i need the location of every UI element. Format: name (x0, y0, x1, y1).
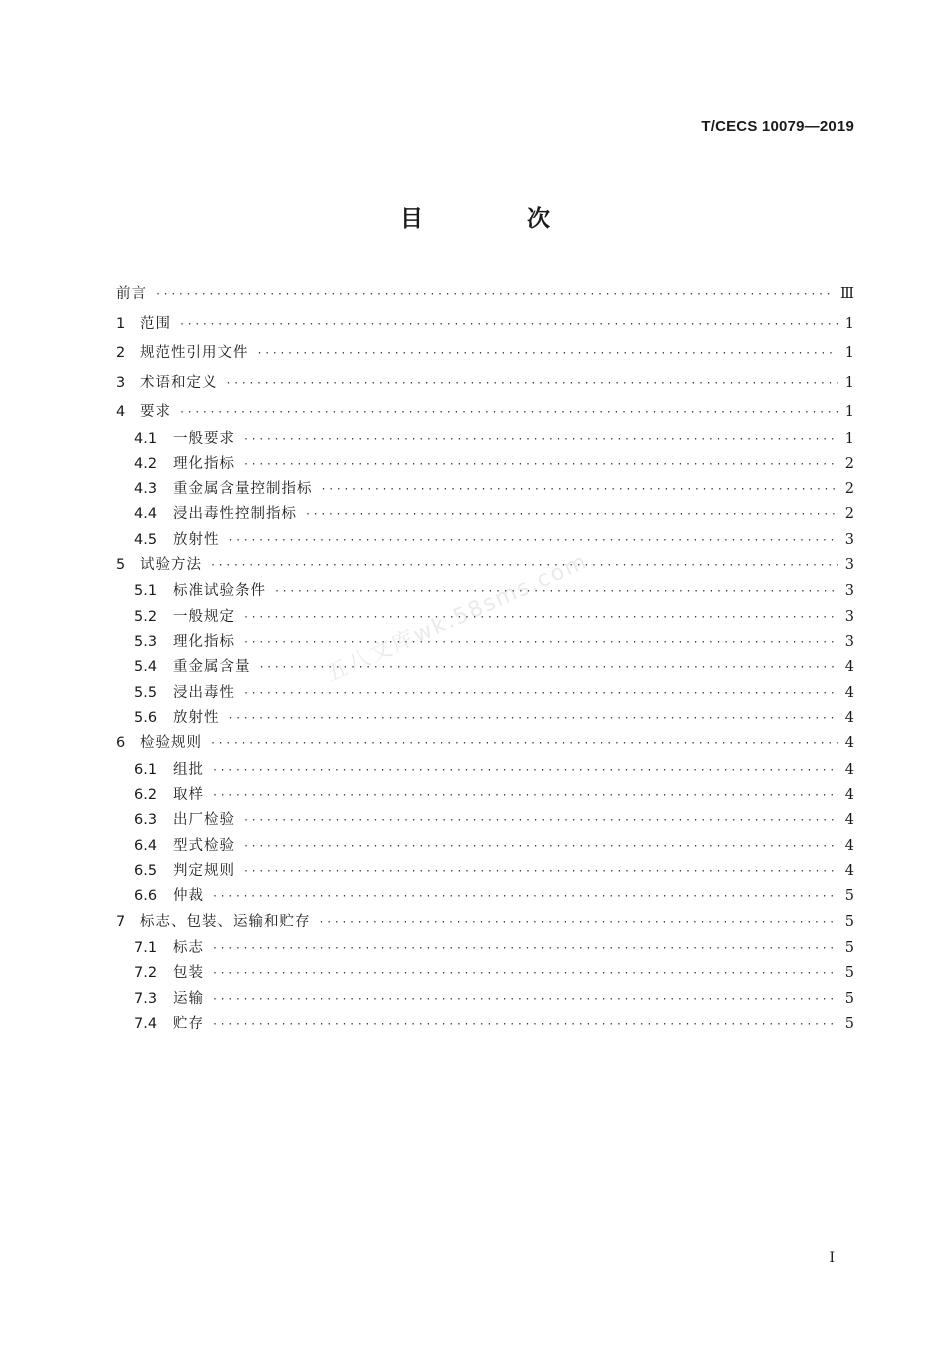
toc-entry-page: 2 (844, 455, 854, 472)
toc-entry-number: 5.2 (134, 608, 158, 625)
toc-entry-page: 5 (844, 888, 854, 905)
toc-entry-number: 4.1 (134, 430, 158, 447)
dot-leader (243, 459, 838, 470)
toc-entry-page: 4 (844, 659, 854, 676)
toc-entry-page: 4 (844, 787, 854, 804)
toc-entry-label: 理化指标 (173, 455, 235, 472)
toc-entry-number: 5.3 (134, 634, 158, 651)
toc-entry-number: 5.4 (134, 659, 158, 676)
toc-entry[interactable] (116, 528, 854, 553)
table-of-contents (116, 282, 854, 1037)
toc-entry-page: 1 (844, 374, 854, 391)
toc-entry-label: 浸出毒性控制指标 (173, 506, 297, 523)
toc-entry-page: 5 (844, 913, 854, 930)
toc-entry-page: 4 (844, 735, 854, 752)
standard-code: T/CECS 10079—2019 (701, 118, 854, 135)
dot-leader (212, 790, 838, 801)
dot-leader (226, 378, 839, 389)
toc-entry[interactable] (116, 731, 854, 761)
toc-entry-page: 3 (844, 634, 854, 651)
toc-entry-label: 一般要求 (173, 430, 235, 447)
toc-entry-number: 4.3 (134, 481, 158, 498)
toc-entry-number: 4.4 (134, 506, 158, 523)
toc-entry-number: 3 (116, 374, 126, 391)
toc-entry-page: 1 (844, 315, 854, 332)
toc-entry-page: 4 (844, 812, 854, 829)
toc-entry[interactable] (116, 859, 854, 884)
toc-entry[interactable] (116, 312, 854, 342)
toc-entry-page: 4 (844, 709, 854, 726)
toc-entry-label: 标准试验条件 (173, 583, 266, 600)
toc-entry-label: 运输 (173, 990, 204, 1007)
toc-entry-label: 前言 (116, 286, 147, 302)
dot-leader (305, 509, 838, 520)
toc-entry-number: 6.4 (134, 837, 158, 854)
toc-entry-page: 3 (844, 556, 854, 573)
dot-leader (319, 917, 839, 928)
dot-leader (179, 319, 838, 330)
toc-entry-page: 5 (844, 965, 854, 982)
toc-entry-number: 6.1 (134, 761, 158, 778)
toc-entry-label: 一般规定 (173, 608, 235, 625)
toc-entry-label: 放射性 (173, 709, 220, 726)
toc-entry-number: 6.6 (134, 888, 158, 905)
dot-leader (228, 713, 839, 724)
toc-entry-number: 5 (116, 556, 126, 573)
toc-entry-number: 7.3 (134, 990, 158, 1007)
dot-leader (228, 535, 839, 546)
toc-entry[interactable] (116, 808, 854, 833)
toc-entry-label: 检验规则 (140, 735, 202, 752)
toc-entry-label: 出厂检验 (173, 812, 235, 829)
dot-leader (243, 688, 838, 699)
toc-entry[interactable] (116, 427, 854, 452)
toc-entry[interactable] (116, 655, 854, 680)
toc-entry-label: 放射性 (173, 531, 220, 548)
toc-entry-number: 6.5 (134, 862, 158, 879)
toc-entry-label: 判定规则 (173, 862, 235, 879)
toc-entry-number: 7.4 (134, 1015, 158, 1032)
dot-leader (212, 994, 838, 1005)
toc-entry[interactable] (116, 758, 854, 783)
toc-entry-page: Ⅲ (840, 286, 854, 302)
dot-leader (321, 484, 839, 495)
toc-entry[interactable] (116, 936, 854, 961)
toc-entry-label: 术语和定义 (140, 374, 218, 391)
toc-entry-number: 4.2 (134, 455, 158, 472)
toc-entry[interactable] (116, 884, 854, 909)
toc-entry-label: 型式检验 (173, 837, 235, 854)
toc-entry-label: 重金属含量控制指标 (173, 481, 313, 498)
dot-leader (243, 841, 838, 852)
toc-entry-label: 贮存 (173, 1015, 204, 1032)
toc-entry[interactable] (116, 630, 854, 655)
toc-entry-number: 7.2 (134, 965, 158, 982)
toc-entry-label: 要求 (140, 404, 171, 420)
toc-entry-label: 组批 (173, 761, 204, 778)
toc-entry-page: 4 (844, 761, 854, 778)
dot-leader (243, 637, 838, 648)
toc-entry-label: 取样 (173, 787, 204, 804)
toc-entry-page: 3 (844, 583, 854, 600)
toc-entry-page: 2 (844, 481, 854, 498)
page-number: I (829, 1250, 835, 1266)
dot-leader (179, 407, 838, 418)
toc-title: 目 次 (399, 206, 598, 232)
toc-entry-label: 范围 (140, 315, 171, 332)
toc-entry-number: 7.1 (134, 940, 158, 957)
toc-entry[interactable] (116, 400, 854, 430)
toc-entry[interactable] (116, 987, 854, 1012)
dot-leader (243, 866, 838, 877)
toc-entry-page: 4 (844, 837, 854, 854)
toc-entry[interactable] (116, 910, 854, 940)
toc-entry-number: 6.2 (134, 787, 158, 804)
toc-entry[interactable] (116, 1012, 854, 1037)
dot-leader (243, 434, 838, 445)
toc-entry-label: 试验方法 (140, 556, 202, 573)
dot-leader (155, 289, 834, 300)
toc-entry-page: 4 (844, 862, 854, 879)
toc-entry-label: 理化指标 (173, 634, 235, 651)
toc-entry-page: 2 (844, 506, 854, 523)
toc-entry-number: 5.6 (134, 709, 158, 726)
toc-entry[interactable] (116, 452, 854, 477)
toc-entry-number: 7 (116, 913, 126, 930)
toc-entry-page: 1 (844, 345, 854, 361)
toc-entry-number: 1 (116, 315, 126, 332)
toc-entry[interactable] (116, 502, 854, 527)
toc-entry[interactable] (116, 477, 854, 502)
toc-entry-page: 5 (844, 990, 854, 1007)
dot-leader (212, 943, 838, 954)
toc-entry[interactable] (116, 371, 854, 401)
toc-entry-number: 5.5 (134, 684, 158, 701)
toc-entry-page: 5 (844, 940, 854, 957)
toc-entry[interactable] (116, 282, 854, 312)
toc-entry[interactable] (116, 834, 854, 859)
toc-entry[interactable] (116, 783, 854, 808)
dot-leader (243, 612, 838, 623)
toc-entry-number: 4 (116, 404, 126, 420)
toc-entry-label: 规范性引用文件 (140, 345, 249, 361)
toc-entry-number: 2 (116, 345, 126, 361)
toc-entry-label: 包装 (173, 965, 204, 982)
dot-leader (212, 891, 838, 902)
watermark: 五八文库wk.58sms.com (322, 549, 592, 688)
toc-entry-page: 3 (844, 531, 854, 548)
dot-leader (257, 348, 839, 359)
toc-entry-label: 仲裁 (173, 888, 204, 905)
toc-entry[interactable] (116, 681, 854, 706)
toc-entry-page: 3 (844, 608, 854, 625)
toc-entry-label: 标志 (173, 940, 204, 957)
toc-entry-label: 标志、包装、运输和贮存 (140, 913, 311, 930)
toc-entry-label: 浸出毒性 (173, 684, 235, 701)
dot-leader (212, 765, 838, 776)
toc-entry-number: 6.3 (134, 812, 158, 829)
dot-leader (212, 968, 838, 979)
toc-entry-page: 4 (844, 684, 854, 701)
toc-entry-number: 5.1 (134, 583, 158, 600)
toc-entry-label: 重金属含量 (173, 659, 251, 676)
toc-entry-page: 1 (844, 404, 854, 420)
dot-leader (212, 1019, 838, 1030)
toc-entry[interactable] (116, 961, 854, 986)
dot-leader (210, 738, 838, 749)
toc-entry-page: 5 (844, 1015, 854, 1032)
toc-entry-number: 4.5 (134, 531, 158, 548)
dot-leader (243, 815, 838, 826)
toc-entry-number: 6 (116, 735, 126, 752)
toc-entry[interactable] (116, 341, 854, 371)
toc-entry[interactable] (116, 553, 854, 583)
toc-entry[interactable] (116, 706, 854, 731)
toc-entry-page: 1 (844, 430, 854, 447)
